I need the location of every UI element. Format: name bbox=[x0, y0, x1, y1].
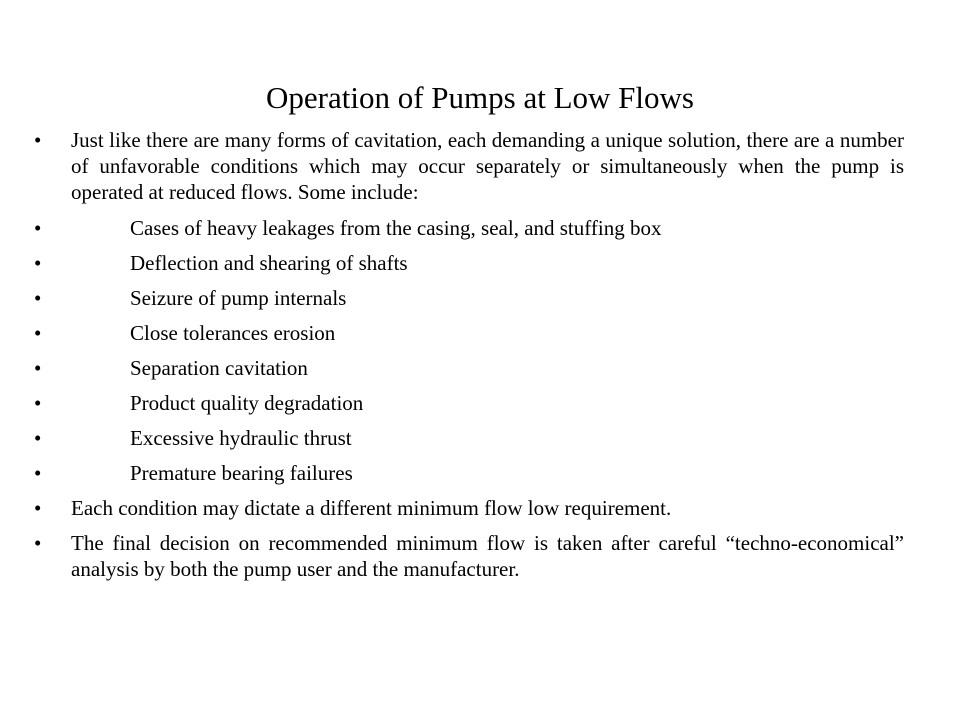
bullet-icon: • bbox=[34, 461, 42, 485]
condition-text: Separation cavitation bbox=[130, 356, 308, 380]
slide-title: Operation of Pumps at Low Flows bbox=[266, 80, 694, 115]
bullet-icon: • bbox=[34, 356, 42, 380]
condition-item bbox=[34, 215, 904, 241]
condition-text: Seizure of pump internals bbox=[130, 286, 347, 310]
bullet-text: Just like there are many forms of cavitation, each demanding a unique solution, there are a number of unfavorable conditions which may occur separately or simultaneously when the pump is operated at reduced flows. Some include: bbox=[71, 128, 904, 204]
condition-item bbox=[34, 250, 904, 276]
closing-item bbox=[34, 495, 904, 521]
bullet-icon: • bbox=[34, 286, 42, 310]
condition-text: Excessive hydraulic thrust bbox=[130, 426, 352, 450]
bullet-icon: • bbox=[34, 531, 42, 555]
bullet-icon: • bbox=[34, 391, 42, 415]
condition-text: Deflection and shearing of shafts bbox=[130, 251, 408, 275]
condition-item bbox=[34, 460, 904, 486]
bullet-icon: • bbox=[34, 496, 42, 520]
bullet-icon: • bbox=[34, 426, 42, 450]
bullet-icon: • bbox=[34, 216, 42, 240]
condition-item bbox=[34, 390, 904, 416]
condition-item bbox=[34, 320, 904, 346]
condition-item bbox=[34, 425, 904, 451]
condition-text: Product quality degradation bbox=[130, 391, 364, 415]
condition-text: Close tolerances erosion bbox=[130, 321, 336, 345]
bullet-icon: • bbox=[34, 321, 42, 345]
closing-text: The final decision on recommended minimum flow is taken after careful “techno-economical” analysis by both the pump user and the manufacturer. bbox=[71, 531, 904, 581]
bullet-icon: • bbox=[34, 128, 42, 152]
condition-text: Cases of heavy leakages from the casing, seal, and stuffing box bbox=[130, 216, 662, 240]
closing-item bbox=[34, 530, 904, 582]
condition-item bbox=[34, 355, 904, 381]
bullet-icon: • bbox=[34, 251, 42, 275]
condition-item bbox=[34, 285, 904, 311]
closing-text: Each condition may dictate a different minimum flow low requirement. bbox=[71, 496, 672, 520]
bullet-intro bbox=[34, 127, 904, 205]
bullet-list bbox=[34, 127, 904, 591]
condition-text: Premature bearing failures bbox=[130, 461, 353, 485]
